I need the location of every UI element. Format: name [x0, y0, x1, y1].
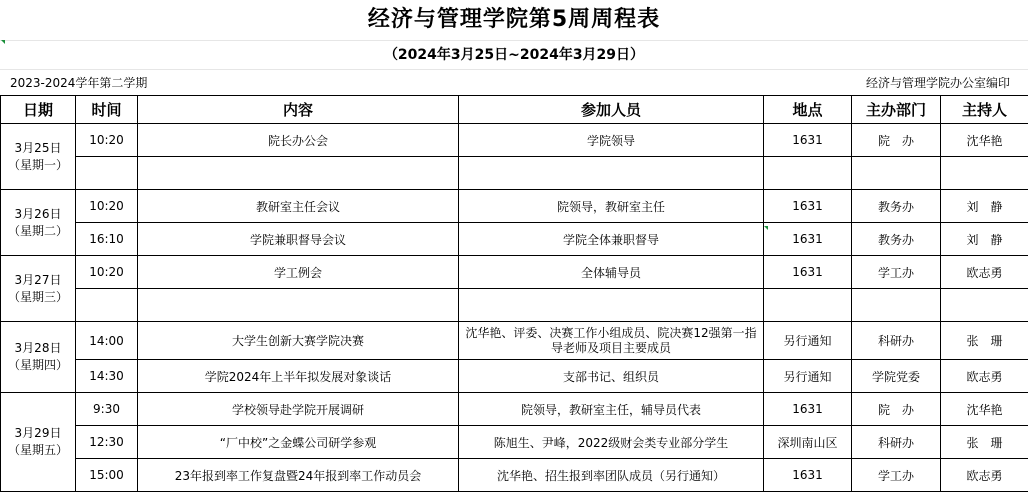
table-row — [1, 393, 1028, 426]
department-cell: 院 办 — [852, 124, 941, 157]
content-cell: 教研室主任会议 — [138, 190, 459, 223]
cell-comment-marker — [764, 226, 768, 230]
meta-bar — [0, 70, 1028, 95]
weekday-text: （星期三） — [7, 289, 68, 304]
department-cell: 科研办 — [852, 426, 941, 459]
time-cell — [76, 157, 138, 190]
header-row — [1, 96, 1028, 124]
compiler-label: 经济与管理学院办公室编印 — [865, 76, 1010, 90]
weekday-text: （星期二） — [7, 223, 68, 238]
host-cell: 沈华艳 — [941, 124, 1028, 157]
host-cell: 刘 静 — [941, 190, 1028, 223]
attendees-cell: 院领导，教研室主任 — [459, 190, 764, 223]
column-header-location: 地点 — [764, 96, 852, 124]
table-row — [1, 289, 1028, 322]
column-header-host: 主持人 — [941, 96, 1028, 124]
host-cell: 欧志勇 — [941, 256, 1028, 289]
semester-label: 2023-2024学年第二学期 — [10, 76, 148, 90]
date-cell — [1, 190, 76, 256]
table-row — [1, 459, 1028, 492]
date-text: 3月28日 — [14, 341, 62, 355]
content-cell: 院长办公会 — [138, 124, 459, 157]
time-cell: 14:30 — [76, 360, 138, 393]
location-cell: 1631 — [764, 459, 852, 492]
table-row — [1, 426, 1028, 459]
attendees-cell: 支部书记、组织员 — [459, 360, 764, 393]
table-row — [1, 322, 1028, 360]
time-cell: 14:00 — [76, 322, 138, 360]
host-cell: 刘 静 — [941, 223, 1028, 256]
date-cell — [1, 256, 76, 322]
weekday-text: （星期四） — [7, 358, 68, 372]
column-header-department: 主办部门 — [852, 96, 941, 124]
attendees-cell: 全体辅导员 — [459, 256, 764, 289]
table-row — [1, 360, 1028, 393]
column-header-attendees: 参加人员 — [459, 96, 764, 124]
department-cell: 教务办 — [852, 190, 941, 223]
attendees-cell: 院领导，教研室主任，辅导员代表 — [459, 393, 764, 426]
date-text: 3月25日 — [14, 140, 62, 155]
host-cell: 沈华艳 — [941, 393, 1028, 426]
schedule-table — [0, 95, 1028, 492]
department-cell: 科研办 — [852, 322, 941, 360]
date-cell — [1, 124, 76, 190]
content-cell — [138, 157, 459, 190]
table-row — [1, 124, 1028, 157]
time-cell: 16:10 — [76, 223, 138, 256]
time-cell: 10:20 — [76, 256, 138, 289]
column-header-content: 内容 — [138, 96, 459, 124]
department-cell — [852, 157, 941, 190]
page-title: 经济与管理学院第5周周程表 — [0, 0, 1028, 41]
host-cell: 张 珊 — [941, 322, 1028, 360]
attendees-cell: 沈华艳、评委、决赛工作小组成员、院决赛12强第一指导老师及项目主要成员 — [459, 322, 764, 360]
content-cell: 学校领导赴学院开展调研 — [138, 393, 459, 426]
weekday-text: （星期五） — [7, 443, 68, 457]
host-cell: 欧志勇 — [941, 459, 1028, 492]
table-row — [1, 157, 1028, 190]
location-cell: 1631 — [764, 124, 852, 157]
host-cell: 欧志勇 — [941, 360, 1028, 393]
weekday-text: （星期一） — [7, 157, 68, 172]
column-header-time: 时间 — [76, 96, 138, 124]
location-cell — [764, 157, 852, 190]
content-cell — [138, 289, 459, 322]
table-row — [1, 190, 1028, 223]
location-cell: 1631 — [764, 223, 852, 256]
location-cell: 另行通知 — [764, 322, 852, 360]
cell-comment-marker — [1, 40, 5, 44]
location-cell — [764, 289, 852, 322]
content-cell: 学院兼职督导会议 — [138, 223, 459, 256]
department-cell: 教务办 — [852, 223, 941, 256]
location-cell: 另行通知 — [764, 360, 852, 393]
content-cell: 大学生创新大赛学院决赛 — [138, 322, 459, 360]
date-text: 3月26日 — [14, 206, 62, 221]
date-cell — [1, 393, 76, 492]
host-cell: 张 珊 — [941, 426, 1028, 459]
column-header-date: 日期 — [1, 96, 76, 124]
content-cell: 学院2024年上半年拟发展对象谈话 — [138, 360, 459, 393]
location-cell: 深圳南山区 — [764, 426, 852, 459]
time-cell: 10:20 — [76, 190, 138, 223]
department-cell: 学工办 — [852, 256, 941, 289]
attendees-cell: 陈旭生、尹峰，2022级财会类专业部分学生 — [459, 426, 764, 459]
department-cell: 院 办 — [852, 393, 941, 426]
table-row — [1, 223, 1028, 256]
content-cell: “厂中校”之金蝶公司研学参观 — [138, 426, 459, 459]
location-cell: 1631 — [764, 190, 852, 223]
time-cell: 12:30 — [76, 426, 138, 459]
attendees-cell: 学院全体兼职督导 — [459, 223, 764, 256]
host-cell — [941, 289, 1028, 322]
attendees-cell — [459, 157, 764, 190]
department-cell: 学院党委 — [852, 360, 941, 393]
date-text: 3月29日 — [14, 426, 62, 440]
department-cell: 学工办 — [852, 459, 941, 492]
attendees-cell — [459, 289, 764, 322]
location-cell: 1631 — [764, 393, 852, 426]
time-cell: 9:30 — [76, 393, 138, 426]
location-cell: 1631 — [764, 256, 852, 289]
attendees-cell: 学院领导 — [459, 124, 764, 157]
attendees-cell: 沈华艳、招生报到率团队成员（另行通知） — [459, 459, 764, 492]
date-cell — [1, 322, 76, 393]
date-text: 3月27日 — [14, 272, 62, 287]
time-cell — [76, 289, 138, 322]
content-cell: 学工例会 — [138, 256, 459, 289]
host-cell — [941, 157, 1028, 190]
content-cell: 23年报到率工作复盘暨24年报到率工作动员会 — [138, 459, 459, 492]
time-cell: 10:20 — [76, 124, 138, 157]
time-cell: 15:00 — [76, 459, 138, 492]
department-cell — [852, 289, 941, 322]
date-range-subtitle: （2024年3月25日~2024年3月29日） — [0, 41, 1028, 70]
table-row — [1, 256, 1028, 289]
